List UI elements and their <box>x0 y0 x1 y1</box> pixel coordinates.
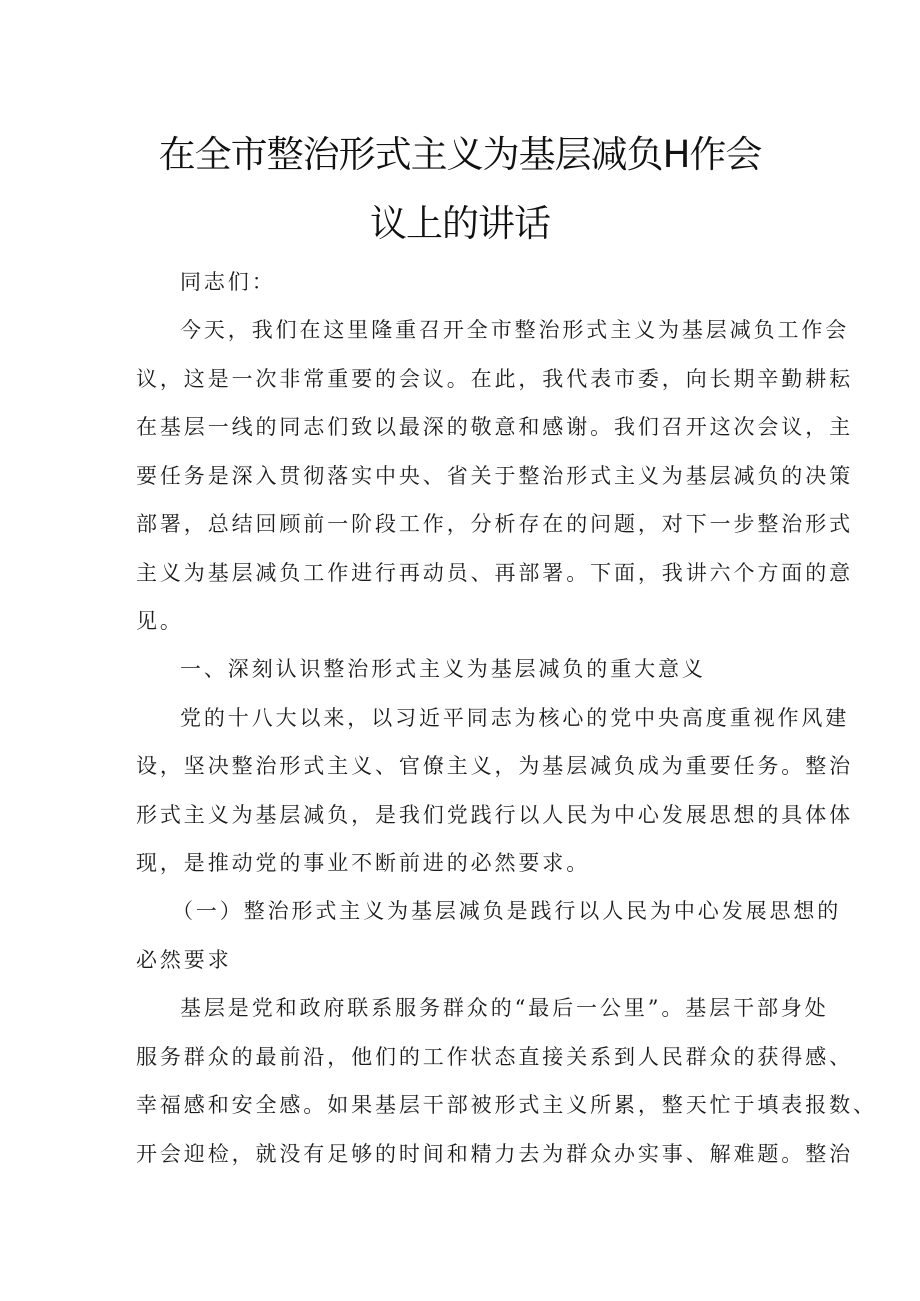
paragraph-2-line-1: 党的十八大以来，以习近平同志为核心的党中央高度重视作风建 <box>180 706 850 730</box>
document-title-line-2: 议上的讲话 <box>370 202 550 245</box>
paragraph-1-line-7: 见。 <box>136 609 184 633</box>
paragraph-1-line-2: 议，这是一次非常重要的会议。在此，我代表市委，向长期辛勤耕耘 <box>136 367 853 391</box>
paragraph-3-line-3: 幸福感和安全感。如果基层干部被形式主义所累，整天忙于填表报数、 <box>136 1093 877 1117</box>
section-heading-1: 一、深刻认识整治形式主义为基层减负的重大意义 <box>180 657 706 681</box>
paragraph-2-line-4: 现，是推动党的事业不断前进的必然要求。 <box>136 851 591 875</box>
salutation: 同志们： <box>180 270 276 294</box>
paragraph-3-line-4: 开会迎检，就没有足够的时间和精力去为群众办实事、解难题。整治 <box>136 1142 853 1166</box>
paragraph-3-line-2: 服务群众的最前沿，他们的工作状态直接关系到人民群众的获得感、 <box>136 1045 853 1069</box>
paragraph-1-line-5: 部署，总结回顾前一阶段工作，分析存在的问题，对下一步整治形式 <box>136 512 853 536</box>
subheading-1-line-1: （一）整治形式主义为基层减负是践行以人民为中心发展思想的 <box>172 899 842 923</box>
paragraph-2-line-2: 设，坚决整治形式主义、官僚主义，为基层减负成为重要任务。整治 <box>136 754 853 778</box>
paragraph-3-line-1: 基层是党和政府联系服务群众的“最后一公里”。基层干部身处 <box>180 996 829 1020</box>
paragraph-1-line-3: 在基层一线的同志们致以最深的敬意和感谢。我们召开这次会议，主 <box>136 415 853 439</box>
document-title-line-1: 在全市整治形式主义为基层减负H作会 <box>158 133 762 176</box>
paragraph-1-line-1: 今天，我们在这里隆重召开全市整治形式主义为基层减负工作会 <box>180 318 850 342</box>
subheading-1-line-2: 必然要求 <box>136 948 232 972</box>
paragraph-1-line-4: 要任务是深入贯彻落实中央、省关于整治形式主义为基层减负的决策 <box>136 464 853 488</box>
paragraph-2-line-3: 形式主义为基层减负，是我们党践行以人民为中心发展思想的具体体 <box>136 803 853 827</box>
paragraph-1-line-6: 主义为基层减负工作进行再动员、再部署。下面，我讲六个方面的意 <box>136 561 853 585</box>
